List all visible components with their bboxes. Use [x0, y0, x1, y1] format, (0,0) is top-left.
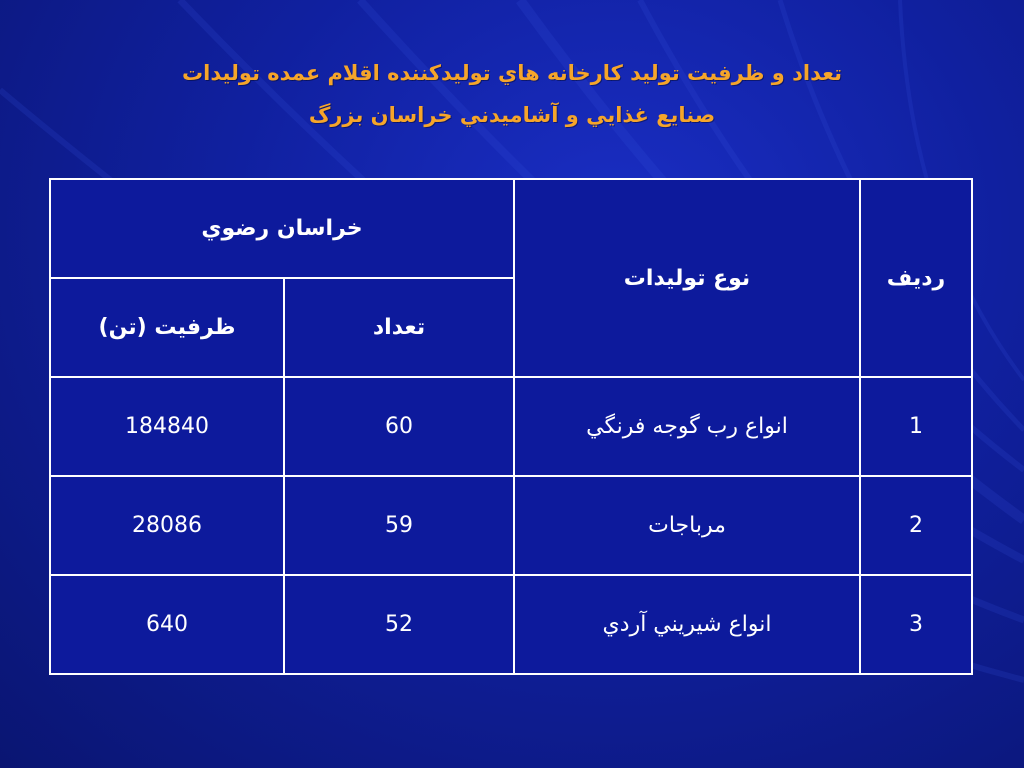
row-capacity: 184840 — [50, 377, 284, 476]
header-count: تعداد — [284, 278, 514, 377]
title-line-2: صنايع غذايي و آشاميدني خراسان بزرگ — [308, 103, 716, 127]
title-line-1: تعداد و ظرفيت توليد كارخانه هاي توليدكننده اقلام عمده توليدات — [182, 61, 842, 85]
row-product: مرباجات — [514, 476, 860, 575]
row-capacity: 28086 — [50, 476, 284, 575]
row-count: 52 — [284, 575, 514, 674]
header-radif: رديف — [860, 179, 972, 377]
row-product: انواع رب گوجه فرنگي — [514, 377, 860, 476]
row-radif: 2 — [860, 476, 972, 575]
row-capacity: 640 — [50, 575, 284, 674]
row-count: 60 — [284, 377, 514, 476]
row-count: 59 — [284, 476, 514, 575]
table-row — [50, 575, 972, 674]
production-table — [49, 178, 973, 675]
header-product-type: نوع توليدات — [514, 179, 860, 377]
row-product: انواع شيريني آردي — [514, 575, 860, 674]
slide-title — [0, 52, 1024, 136]
table-row — [50, 377, 972, 476]
header-row-1 — [50, 179, 972, 278]
row-radif: 1 — [860, 377, 972, 476]
header-capacity: ظرفيت (تن) — [50, 278, 284, 377]
row-radif: 3 — [860, 575, 972, 674]
header-region: خراسان رضوي — [50, 179, 514, 278]
table-row — [50, 476, 972, 575]
